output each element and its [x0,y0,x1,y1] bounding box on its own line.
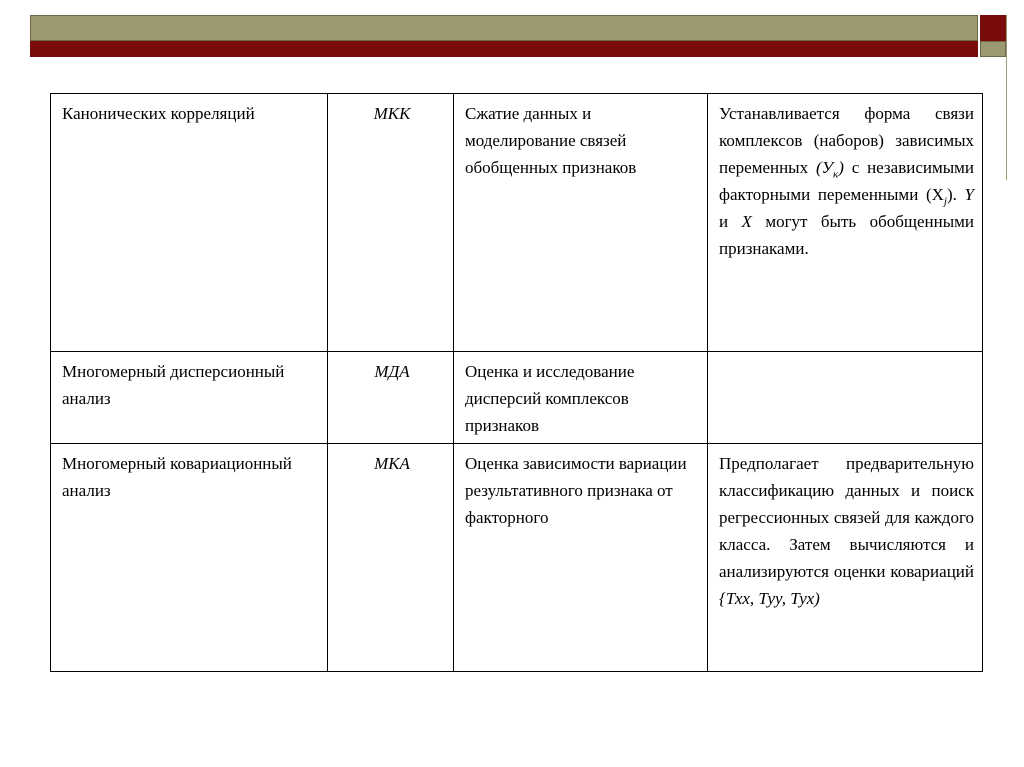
decorative-vertical-line [1006,15,1007,180]
abbr-cell: МДА [328,352,454,444]
abbr-cell: МКА [328,444,454,672]
purpose-cell: Оценка зависимости вариации результативного признака от факторного [454,444,708,672]
note-cell [708,352,983,444]
method-cell: Многомерный дисперсионный анализ [51,352,328,444]
purpose-cell: Оценка и исследование дисперсий комплексов признаков [454,352,708,444]
purpose-cell: Сжатие данных и моделирование связей обобщенных признаков [454,94,708,352]
methods-table [50,93,983,672]
corner-square-olive [980,41,1006,57]
note-cell: Предполагает предварительную классификацию данных и поиск регрессионных связей для каждого класса. Затем вычисляются и анализируются оценки ковариаций {Тхх, Туу, Тух) [708,444,983,672]
header-bar-red [30,41,978,57]
table-row [51,94,983,352]
header-bar-olive [30,15,978,41]
corner-square-red [980,15,1006,41]
method-cell: Канонических корреляций [51,94,328,352]
table-row [51,352,983,444]
method-cell: Многомерный ковариационный анализ [51,444,328,672]
table-row [51,444,983,672]
abbr-cell: МКК [328,94,454,352]
note-cell: Устанавливается форма связи комплексов (наборов) зависимых переменных $(У_к)$ с независимыми факторными переменными $(X_j)$. Y и X могут быть обобщенными признаками. [708,94,983,352]
